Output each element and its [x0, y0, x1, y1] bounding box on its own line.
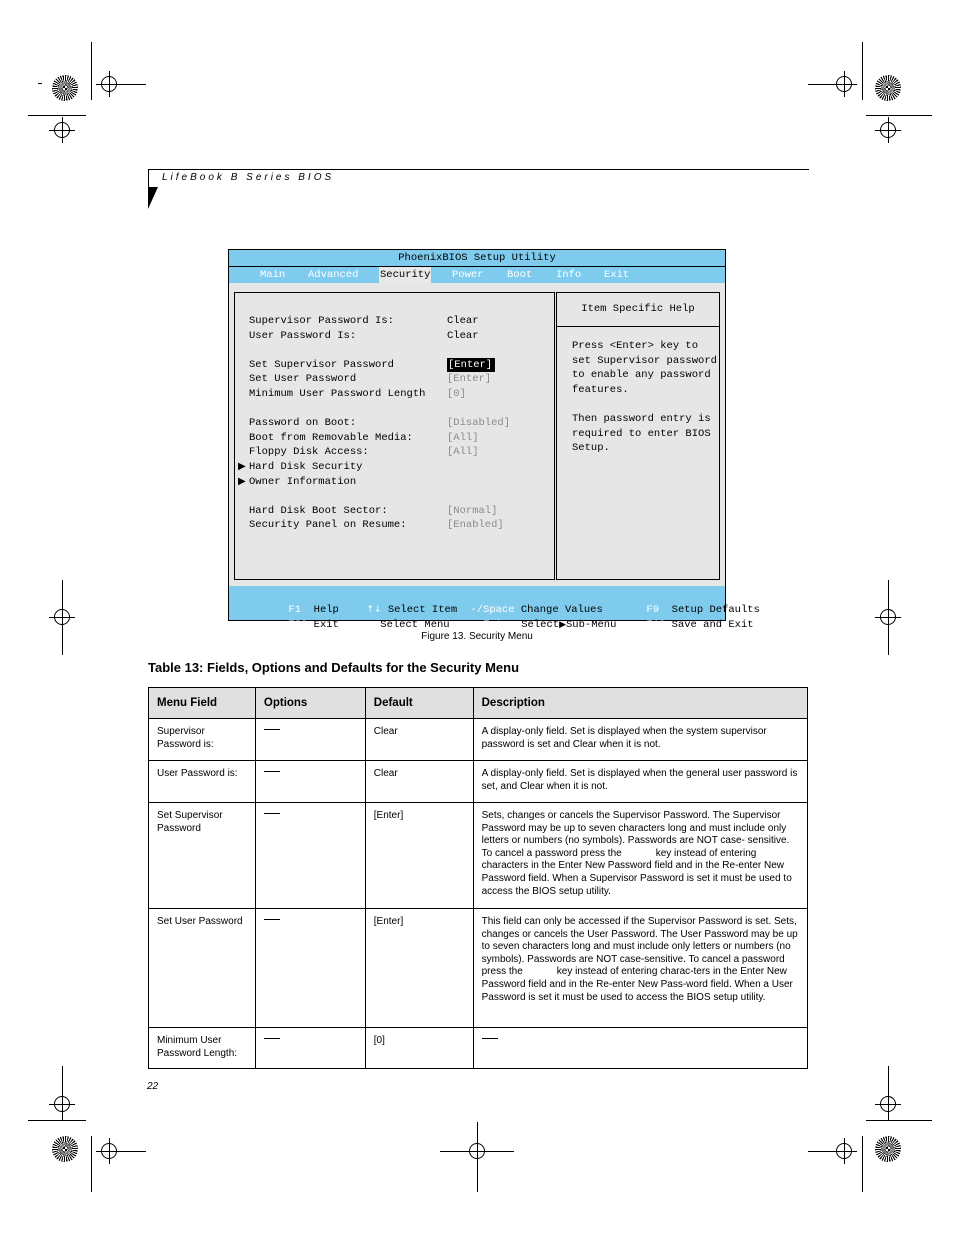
- bios-setting-value[interactable]: [All]: [447, 432, 479, 444]
- enter-label-2: Sub-Menu: [565, 619, 617, 631]
- bios-screen: [228, 249, 760, 631]
- cell-options: [255, 803, 365, 909]
- bios-setting-value[interactable]: [Normal]: [447, 505, 498, 517]
- space-label: Change Values: [520, 604, 603, 616]
- updown-label: Select Item: [387, 604, 458, 616]
- dash-icon: [264, 729, 280, 730]
- bios-setting-label: Supervisor Password Is:: [249, 315, 394, 327]
- bios-setting-label: Minimum User Password Length: [249, 388, 426, 400]
- table-row: [149, 761, 808, 803]
- cell-field: Supervisor Password is:: [149, 719, 256, 761]
- table-row: [149, 719, 808, 761]
- bios-menu-advanced[interactable]: Advanced: [308, 269, 359, 281]
- bios-menu-power[interactable]: Power: [452, 269, 484, 281]
- bios-menu-info[interactable]: Info: [556, 269, 582, 281]
- submenu-arrow-icon: ▶: [238, 461, 246, 472]
- registration-mark-icon: [836, 76, 852, 92]
- bios-setting-value[interactable]: [Enabled]: [447, 519, 504, 531]
- bios-footer: [229, 586, 760, 631]
- color-bar-bottom-left-icon: [52, 1136, 78, 1162]
- bios-settings-panel: [234, 292, 555, 580]
- bios-menu-security[interactable]: Security: [380, 269, 431, 281]
- help-text: Press <Enter> key to set Supervisor password to enable any password features. Then password entry is required to enter BIOS Setup.: [572, 340, 717, 455]
- cell-default: [0]: [365, 1028, 473, 1069]
- bios-setting-value[interactable]: Clear: [447, 315, 479, 327]
- f9-key: F9: [646, 604, 660, 616]
- bios-setting-label: Security Panel on Resume:: [249, 519, 407, 531]
- running-header: [148, 169, 809, 209]
- color-bar-top-right-icon: [875, 75, 901, 101]
- bios-help-panel: [556, 292, 720, 580]
- cell-options: [255, 761, 365, 803]
- cell-description: This field can only be accessed if the Supervisor Password is set. Sets, changes or cancels the User Password. The User Password may be up to seven characters long and must include only letters or numbers (no symbols). Passwords are NOT case-sensitive. To cancel a password press the key instead of entering charac-ters in the Enter New Password field and in the Re-enter New Pass-word field. When a User Password is set it must be used to access the BIOS setup utility.: [473, 909, 807, 1028]
- leftright-label: Select Menu: [380, 619, 450, 631]
- bios-setting-label: Floppy Disk Access:: [249, 446, 369, 458]
- table-row: [149, 909, 808, 1028]
- bios-setting-label: Owner Information: [249, 476, 357, 488]
- table-header-row: [149, 688, 808, 719]
- bios-setting-label: Hard Disk Boot Sector:: [249, 505, 388, 517]
- bios-menu-bar: [229, 267, 725, 283]
- cell-options: [255, 909, 365, 1028]
- cell-default: [Enter]: [365, 909, 473, 1028]
- f1-label: Help: [313, 604, 339, 616]
- cell-default: Clear: [365, 719, 473, 761]
- registration-mark-icon: [836, 1143, 852, 1159]
- cell-default: [Enter]: [365, 803, 473, 909]
- f9-label: Setup Defaults: [671, 604, 760, 616]
- left-right-arrows-icon: ↔: [366, 620, 374, 630]
- submenu-arrow-icon: ▶: [559, 620, 566, 630]
- bios-setting-label: Set Supervisor Password: [249, 359, 394, 371]
- bios-setting-label: User Password Is:: [249, 330, 357, 342]
- header-default: Default: [365, 688, 473, 719]
- bios-setting-label: Password on Boot:: [249, 417, 357, 429]
- submenu-arrow-icon: ▶: [238, 476, 246, 487]
- bios-menu-exit[interactable]: Exit: [604, 269, 630, 281]
- registration-mark-icon: [101, 1143, 117, 1159]
- bios-setting-value[interactable]: [Enter]: [447, 358, 495, 372]
- cell-options: [255, 719, 365, 761]
- cell-field: Set Supervisor Password: [149, 803, 256, 909]
- registration-mark-icon: [880, 122, 896, 138]
- figure-caption-text: Figure 13. Security Menu: [421, 631, 533, 642]
- bios-setting-label: Boot from Removable Media:: [249, 432, 413, 444]
- dash-icon: [264, 919, 280, 920]
- cell-description: [473, 1028, 807, 1069]
- running-header-title: LifeBook B Series BIOS: [162, 172, 335, 183]
- table-row: [149, 1028, 808, 1069]
- dash-icon: [264, 771, 280, 772]
- help-title: Item Specific Help: [557, 293, 719, 327]
- dash-icon: [264, 813, 280, 814]
- cell-description: A display-only field. Set is displayed when the system supervisor password is set and Clear when it is not.: [473, 719, 807, 761]
- bios-body: [229, 283, 725, 586]
- enter-label: Select: [521, 619, 560, 631]
- bios-setting-value[interactable]: [0]: [447, 388, 466, 400]
- f10-key: F10: [646, 619, 666, 631]
- cell-field: Minimum User Password Length:: [149, 1028, 256, 1069]
- bios-title: PhoenixBIOS Setup Utility: [229, 250, 725, 266]
- bios-setting-value[interactable]: Clear: [447, 330, 479, 342]
- up-down-arrows-icon: ↑↓: [366, 605, 382, 615]
- color-bar-bottom-right-icon: [875, 1136, 901, 1162]
- dash-icon: [482, 1038, 498, 1039]
- header-corner-mark: [148, 187, 158, 209]
- header-options: Options: [255, 688, 365, 719]
- bios-setting-label: Set User Password: [249, 373, 357, 385]
- page-number: 22: [147, 1081, 159, 1092]
- f1-key: F1: [288, 604, 302, 616]
- bios-setting-value[interactable]: [Disabled]: [447, 417, 511, 429]
- bios-setting-value[interactable]: [Enter]: [447, 373, 492, 385]
- registration-mark-icon: [101, 76, 117, 92]
- registration-mark-icon: [54, 122, 70, 138]
- bios-setting-label: Hard Disk Security: [249, 461, 363, 473]
- table-row: [149, 803, 808, 909]
- header-description: Description: [473, 688, 807, 719]
- cell-options: [255, 1028, 365, 1069]
- cell-field: Set User Password: [149, 909, 256, 1028]
- enter-key: Enter: [483, 619, 515, 631]
- cell-field: User Password is:: [149, 761, 256, 803]
- header-menu-field: Menu Field: [149, 688, 256, 719]
- f10-label: Save and Exit: [671, 619, 754, 631]
- security-fields-table: [148, 687, 808, 1069]
- space-key: -/Space: [470, 604, 515, 616]
- table-title: Table 13: Fields, Options and Defaults for the Security Menu: [148, 660, 520, 675]
- cell-default: Clear: [365, 761, 473, 803]
- bios-setting-value[interactable]: [All]: [447, 446, 479, 458]
- bios-menu-main[interactable]: Main: [260, 269, 286, 281]
- figure-caption: [0, 631, 954, 642]
- bios-menu-boot[interactable]: Boot: [507, 269, 533, 281]
- cell-description: A display-only field. Set is displayed when the general user password is set, and Clear when it is not.: [473, 761, 807, 803]
- esc-key: ESC: [288, 619, 308, 631]
- color-bar-top-left-icon: [52, 75, 78, 101]
- cell-description: Sets, changes or cancels the Supervisor Password. The Supervisor Password may be up to seven characters long and must include only letters or numbers (no symbols). Passwords are NOT case- sensitive. To cancel a password press the key instead of entering characters in the Enter New Password field and in the Re-enter New Password field. When a Supervisor Password is set it must be used to access the BIOS setup utility.: [473, 803, 807, 909]
- dash-icon: [264, 1038, 280, 1039]
- esc-label: Exit: [313, 619, 339, 631]
